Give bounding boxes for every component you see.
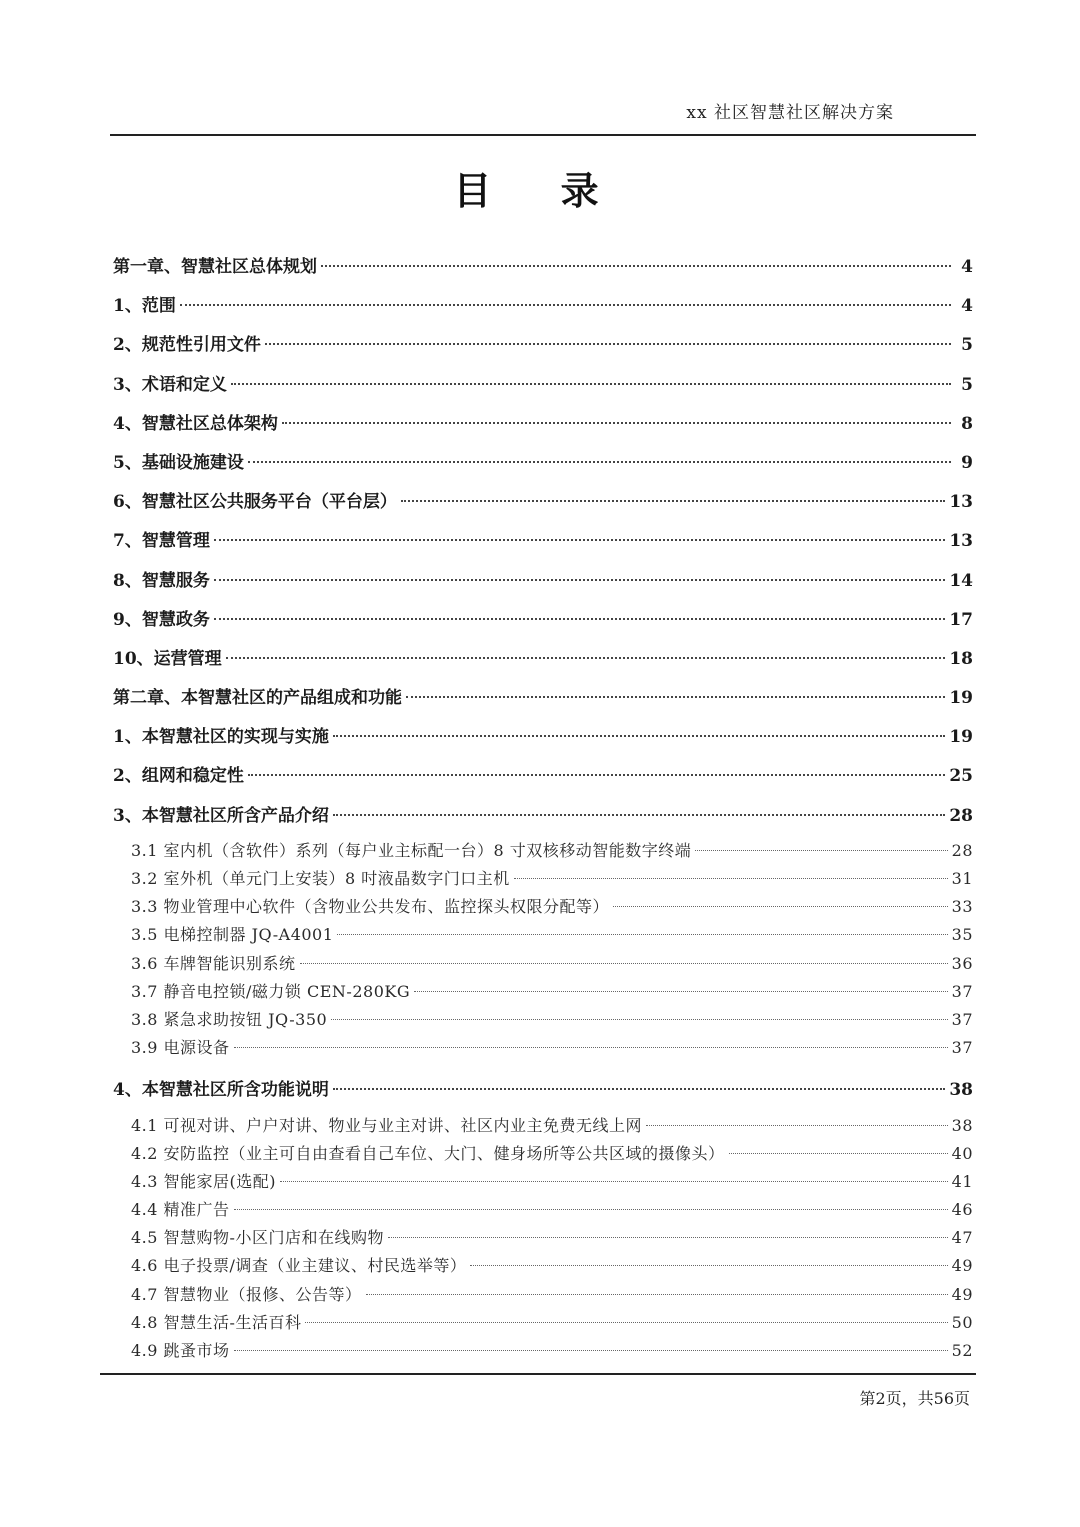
toc-dot-leader [180,304,951,306]
toc-entry-page: 13 [949,531,973,552]
toc-entry-page: 19 [949,688,973,709]
toc-entry-label: 第二章、本智慧社区的产品组成和功能 [113,688,402,709]
toc-dot-leader [331,1019,947,1020]
toc-entry[interactable] [113,681,973,720]
toc-dot-leader [401,500,946,502]
toc-entry[interactable] [113,1282,973,1310]
toc-entry[interactable] [113,446,973,485]
table-of-contents [113,250,973,1366]
toc-entry-label: 4.2 安防监控（业主可自由查看自己车位、大门、健身场所等公共区域的摄像头） [131,1143,725,1163]
toc-entry-label: 4.5 智慧购物-小区门店和在线购物 [131,1228,384,1248]
toc-entry-label: 3.8 紧急求助按钮 JQ-350 [131,1009,328,1029]
toc-entry-label: 4.6 电子投票/调查（业主建议、村民选举等） [131,1256,467,1276]
toc-dot-leader [470,1265,947,1266]
toc-entry-label: 9、智慧政务 [113,609,210,630]
toc-entry-page: 49 [951,1284,973,1304]
toc-entry-page: 14 [949,570,973,591]
toc-entry[interactable] [113,866,973,894]
toc-entry-page: 38 [949,1080,973,1101]
toc-entry[interactable] [113,328,973,367]
toc-dot-leader [321,265,951,267]
toc-entry[interactable] [113,564,973,603]
header-title: xx 社区智慧社区解决方案 [686,103,894,123]
toc-entry-page: 17 [949,609,973,630]
toc-entry[interactable] [113,642,973,681]
toc-entry-page: 35 [951,925,973,945]
toc-dot-leader [366,1294,948,1295]
toc-entry-label: 2、规范性引用文件 [113,335,261,356]
toc-dot-leader [729,1153,948,1154]
toc-entry-label: 4.3 智能家居(选配) [131,1171,277,1191]
toc-dot-leader [414,991,948,992]
toc-entry-label: 2、组网和稳定性 [113,766,244,787]
toc-dot-leader [214,579,945,581]
header-divider [110,134,976,136]
toc-entry[interactable] [113,951,973,979]
toc-entry-page: 41 [951,1171,973,1191]
toc-entry[interactable] [113,603,973,642]
toc-dot-leader [248,461,951,463]
toc-entry-label: 6、智慧社区公共服务平台（平台层） [113,492,397,513]
toc-entry[interactable] [113,1007,973,1035]
page-title: 目 录 [453,168,627,213]
toc-entry[interactable] [113,1073,973,1112]
toc-entry[interactable] [113,1035,973,1063]
toc-dot-leader [406,696,945,698]
toc-dot-leader [265,343,951,345]
toc-entry[interactable] [113,1310,973,1338]
toc-entry-page: 40 [951,1143,973,1163]
toc-dot-leader [234,1047,948,1048]
toc-entry-page: 52 [951,1341,973,1360]
toc-entry-page: 46 [951,1200,973,1220]
footer-divider [100,1373,976,1375]
toc-dot-leader [388,1237,948,1238]
toc-entry[interactable] [113,922,973,950]
toc-entry-page: 5 [961,374,973,395]
toc-entry-label: 3.9 电源设备 [131,1038,230,1058]
toc-entry-page: 28 [949,805,973,826]
toc-entry-label: 8、智慧服务 [113,570,210,591]
toc-entry-page: 38 [951,1115,973,1135]
toc-dot-leader [305,1322,947,1323]
toc-entry-page: 18 [949,648,973,669]
toc-entry-label: 10、运营管理 [113,648,222,669]
toc-dot-leader [333,735,946,737]
toc-entry-label: 3.2 室外机（单元门上安装）8 吋液晶数字门口主机 [131,869,510,888]
toc-dot-leader [514,878,948,879]
toc-entry-label: 5、基础设施建设 [113,452,244,473]
toc-entry[interactable] [113,979,973,1007]
toc-entry[interactable] [113,289,973,328]
toc-entry[interactable] [113,720,973,759]
toc-entry[interactable] [113,485,973,524]
toc-entry-label: 4.9 跳蚤市场 [131,1341,230,1360]
toc-entry-page: 19 [949,727,973,748]
toc-entry-label: 3.3 物业管理中心软件（含物业公共发布、监控探头权限分配等） [131,897,610,917]
toc-entry-label: 3.6 车牌智能识别系统 [131,953,296,973]
page-number: 第2页，共56页 [859,1389,970,1408]
toc-entry-page: 4 [961,257,973,277]
toc-dot-leader [214,618,945,620]
toc-dot-leader [337,934,947,935]
toc-entry-page: 50 [951,1312,973,1332]
toc-entry-label: 3.7 静音电控锁/磁力锁 CEN-280KG [131,981,411,1001]
toc-entry[interactable] [113,838,973,866]
toc-entry[interactable] [113,1225,973,1253]
toc-entry[interactable] [113,1141,973,1169]
toc-dot-leader [695,850,947,851]
toc-entry-page: 31 [951,869,973,888]
toc-entry-label: 4.4 精准广告 [131,1200,230,1220]
toc-entry[interactable] [113,1113,973,1141]
toc-entry[interactable] [113,1197,973,1225]
toc-dot-leader [234,1209,948,1210]
toc-entry[interactable] [113,407,973,446]
toc-dot-leader [613,906,948,907]
toc-dot-leader [214,539,945,541]
toc-dot-leader [234,1350,948,1351]
toc-entry-label: 第一章、智慧社区总体规划 [113,257,317,277]
toc-entry[interactable] [113,1338,973,1366]
toc-entry-label: 3、本智慧社区所含产品介绍 [113,805,329,826]
toc-entry-page: 37 [951,1038,973,1058]
toc-entry-page: 33 [951,897,973,917]
toc-entry-label: 4.1 可视对讲、户户对讲、物业与业主对讲、社区内业主免费无线上网 [131,1115,643,1135]
toc-entry-page: 37 [951,1009,973,1029]
toc-entry-label: 1、范围 [113,296,176,317]
toc-entry-label: 1、本智慧社区的实现与实施 [113,727,329,748]
toc-entry-label: 4、本智慧社区所含功能说明 [113,1080,329,1101]
toc-dot-leader [333,814,946,816]
toc-entry-label: 7、智慧管理 [113,531,210,552]
toc-entry-label: 4、智慧社区总体架构 [113,413,278,434]
toc-entry[interactable] [113,250,973,289]
toc-entry[interactable] [113,1169,973,1197]
toc-dot-leader [300,963,948,964]
toc-entry-label: 4.8 智慧生活-生活百科 [131,1312,302,1332]
toc-entry-page: 25 [949,766,973,787]
toc-entry[interactable] [113,894,973,922]
toc-entry-page: 47 [951,1228,973,1248]
toc-entry-page: 9 [961,452,973,473]
toc-entry-label: 3.5 电梯控制器 JQ-A4001 [131,925,334,945]
toc-entry-page: 37 [951,981,973,1001]
toc-dot-leader [231,383,951,385]
toc-entry-page: 4 [961,296,973,317]
toc-entry-label: 3.1 室内机（含软件）系列（每户业主标配一台）8 寸双核移动智能数字终端 [131,840,692,860]
toc-entry-label: 3、术语和定义 [113,374,227,395]
toc-entry-page: 13 [949,492,973,513]
toc-entry-page: 28 [951,840,973,860]
toc-entry-page: 49 [951,1256,973,1276]
toc-dot-leader [333,1088,946,1090]
toc-entry[interactable] [113,368,973,407]
toc-entry-page: 8 [961,413,973,434]
toc-dot-leader [646,1125,948,1126]
toc-dot-leader [282,422,951,424]
toc-entry[interactable] [113,759,973,798]
toc-entry-page: 36 [951,953,973,973]
toc-dot-leader [226,657,946,659]
toc-entry-page: 5 [961,335,973,356]
toc-entry[interactable] [113,799,973,838]
toc-entry-label: 4.7 智慧物业（报修、公告等） [131,1284,362,1304]
toc-entry[interactable] [113,524,973,563]
toc-dot-leader [280,1181,948,1182]
toc-entry[interactable] [113,1253,973,1281]
toc-dot-leader [248,774,945,776]
